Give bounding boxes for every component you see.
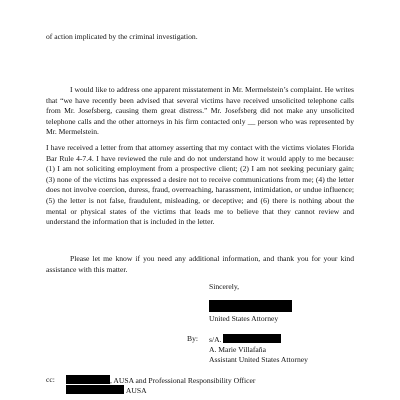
redaction-signature [223,334,281,343]
cc-line-1-text: , AUSA and Professional Responsibility Officer [110,376,256,385]
redaction-signer-name [209,300,292,312]
by-label: By: [187,334,198,343]
paragraph-misstatement: I would like to address one apparent misstatement in Mr. Mermelstein’s complaint. He writes that “we have recently been advised that several victims have received unsolicited telephone calls from Mr. Josefsberg, causing them great distress.” Mr. Josefsberg did not make any unsolicited telephone calls and the other attorneys in his firm contacted only __ person who was represented by Mr. Mermelstein. [46,85,354,137]
valediction: Sincerely, [209,282,240,291]
paragraph-closing: Please let me know if you need any additional information, and thank you for your kind assistance with this matter. [46,254,354,274]
paragraph-bar-rule: I have received a letter from that attorney asserting that my contact with the victims violates Florida Bar Rule 4-7.4. I have reviewed the rule and do not understand how it would apply to me because: (1) I am not soliciting employment from a prospective client; (2) I am not seeking pecuniary gain; (3) none of the victims has expressed a desire not to receive communications from me; (4) the letter does not involve coercion, duress, fraud, overreaching, harassment, intimidation, or undue influence; (5) the letter is not false, fraudulent, misleading, or deceptive; and (6) there is nothing about the mental or physical states of the victims that leads me to believe that they cannot review and understand the information that is included in the letter. [46,143,354,227]
signature-prefix: s/A. [209,335,222,344]
redaction-cc-1 [66,375,110,384]
signer-title: United States Attorney [209,314,279,323]
assistant-name: A. Marie Villafaña [209,345,266,354]
cc-line-2 [66,385,147,397]
assistant-title: Assistant United States Attorney [209,355,308,364]
redaction-cc-2 [66,385,124,394]
opening-fragment: of action implicated by the criminal investigation. [46,32,198,41]
signature-line [209,334,281,346]
cc-label: cc: [46,375,55,384]
cc-line-2-text: AUSA [125,386,147,395]
